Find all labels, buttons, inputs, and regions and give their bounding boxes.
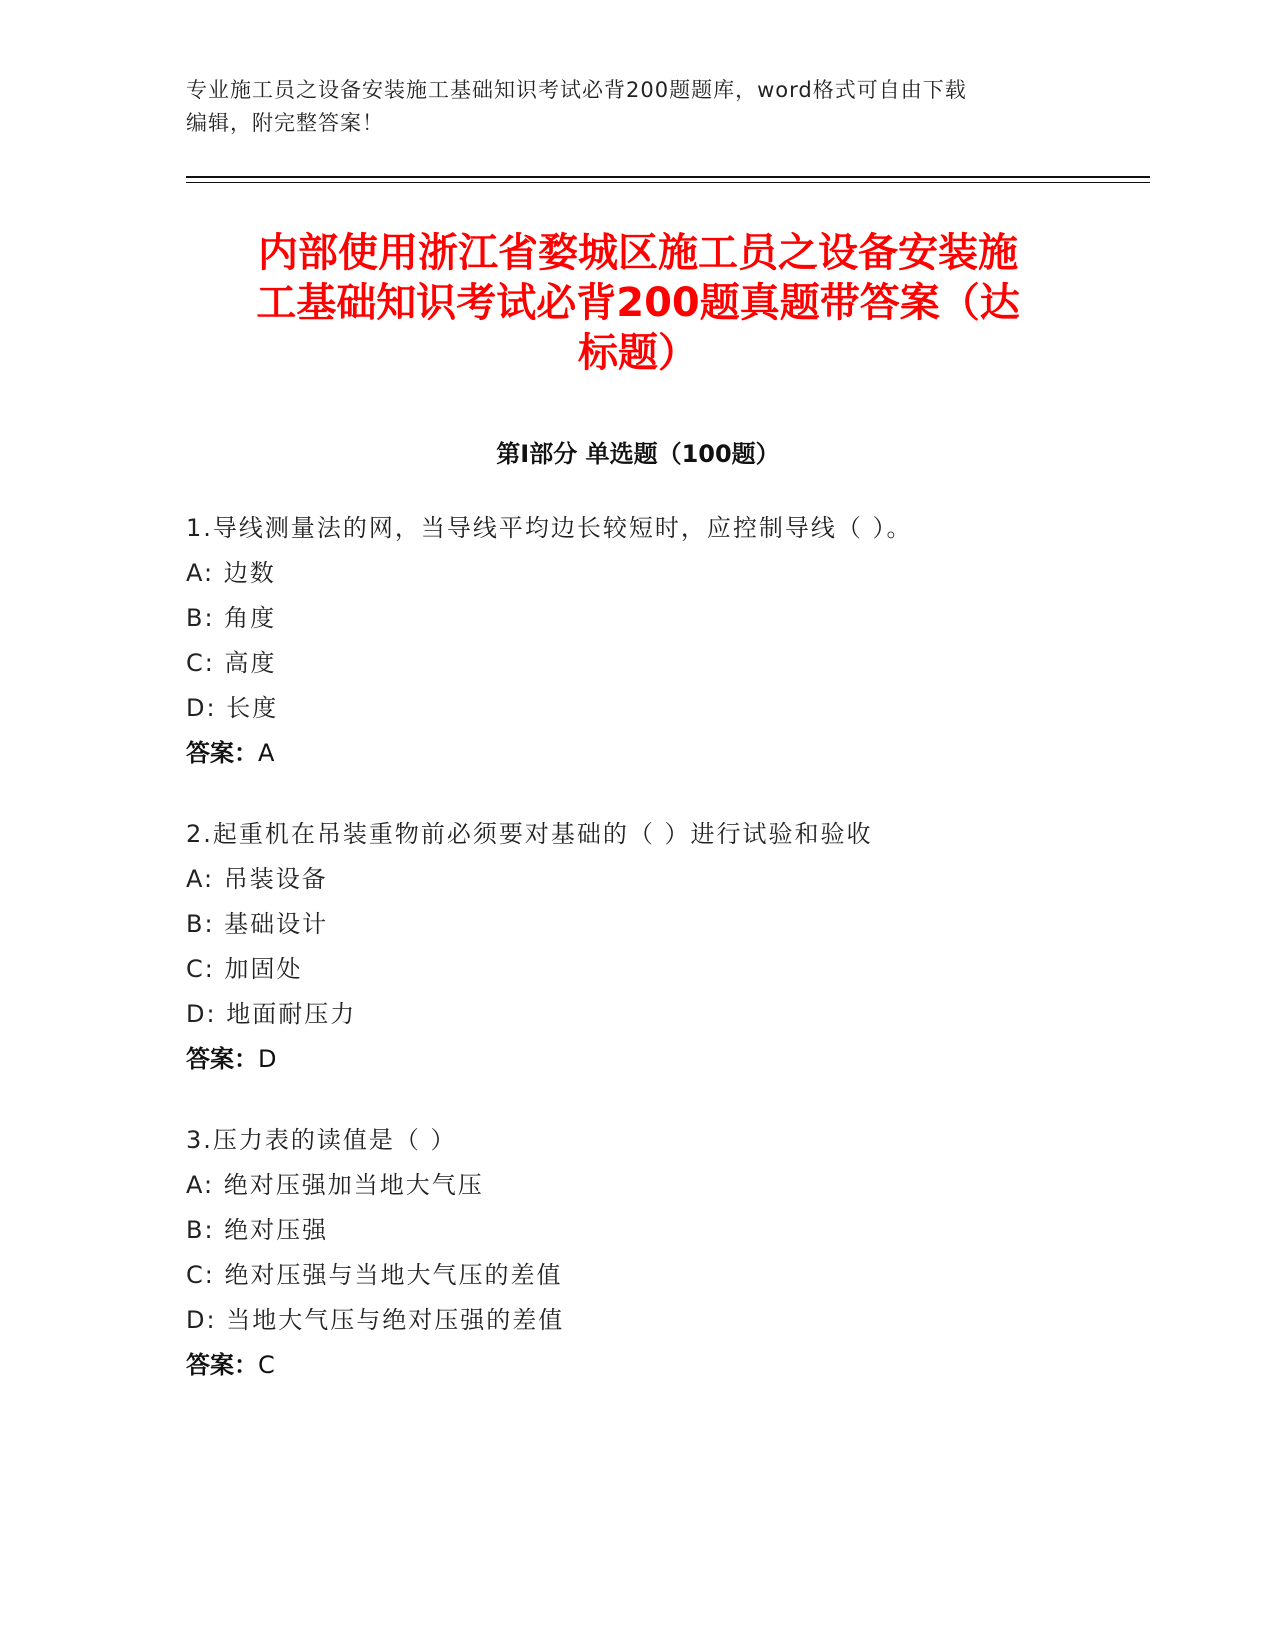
option-c: C: 加固处 [186, 955, 303, 983]
option-a: A: 绝对压强加当地大气压 [186, 1171, 484, 1199]
header-note-line-1: 专业施工员之设备安装施工基础知识考试必背200题题库，word格式可自由下载 [186, 78, 967, 102]
document-title [186, 228, 1090, 378]
title-line-1: 内部使用浙江省婺城区施工员之设备安装施 [258, 230, 1018, 276]
option-d: D: 地面耐压力 [186, 1000, 357, 1028]
option-b: B: 基础设计 [186, 910, 329, 938]
answer-label: 答案： [186, 1351, 258, 1379]
question-1 [186, 506, 1116, 776]
option-b: B: 角度 [186, 604, 277, 632]
answer-value: A [258, 739, 275, 767]
answer-line [186, 1037, 1116, 1082]
option-b: B: 绝对压强 [186, 1216, 329, 1244]
header-divider-thin [186, 182, 1150, 183]
header-note [186, 74, 1086, 140]
header-note-line-2: 编辑，附完整答案！ [186, 111, 384, 135]
title-line-3: 标题） [578, 330, 698, 376]
option-d: D: 长度 [186, 694, 279, 722]
question-3 [186, 1118, 1116, 1388]
option-d: D: 当地大气压与绝对压强的差值 [186, 1306, 565, 1334]
question-stem: 1.导线测量法的网，当导线平均边长较短时，应控制导线（ ）。 [186, 514, 913, 542]
question-stem: 2.起重机在吊装重物前必须要对基础的（ ）进行试验和验收 [186, 820, 873, 848]
option-c: C: 绝对压强与当地大气压的差值 [186, 1261, 563, 1289]
answer-line [186, 731, 1116, 776]
answer-value: C [258, 1351, 275, 1379]
option-a: A: 吊装设备 [186, 865, 328, 893]
section-heading: 第Ⅰ部分 单选题（100题） [496, 440, 780, 468]
answer-label: 答案： [186, 739, 258, 767]
option-c: C: 高度 [186, 649, 277, 677]
question-2 [186, 812, 1116, 1082]
answer-value: D [258, 1045, 277, 1073]
header-divider-thick [186, 176, 1150, 178]
option-a: A: 边数 [186, 559, 276, 587]
answer-label: 答案： [186, 1045, 258, 1073]
title-line-2: 工基础知识考试必背200题真题带答案（达 [256, 280, 1020, 326]
answer-line [186, 1343, 1116, 1388]
question-stem: 3.压力表的读值是（ ） [186, 1126, 457, 1154]
